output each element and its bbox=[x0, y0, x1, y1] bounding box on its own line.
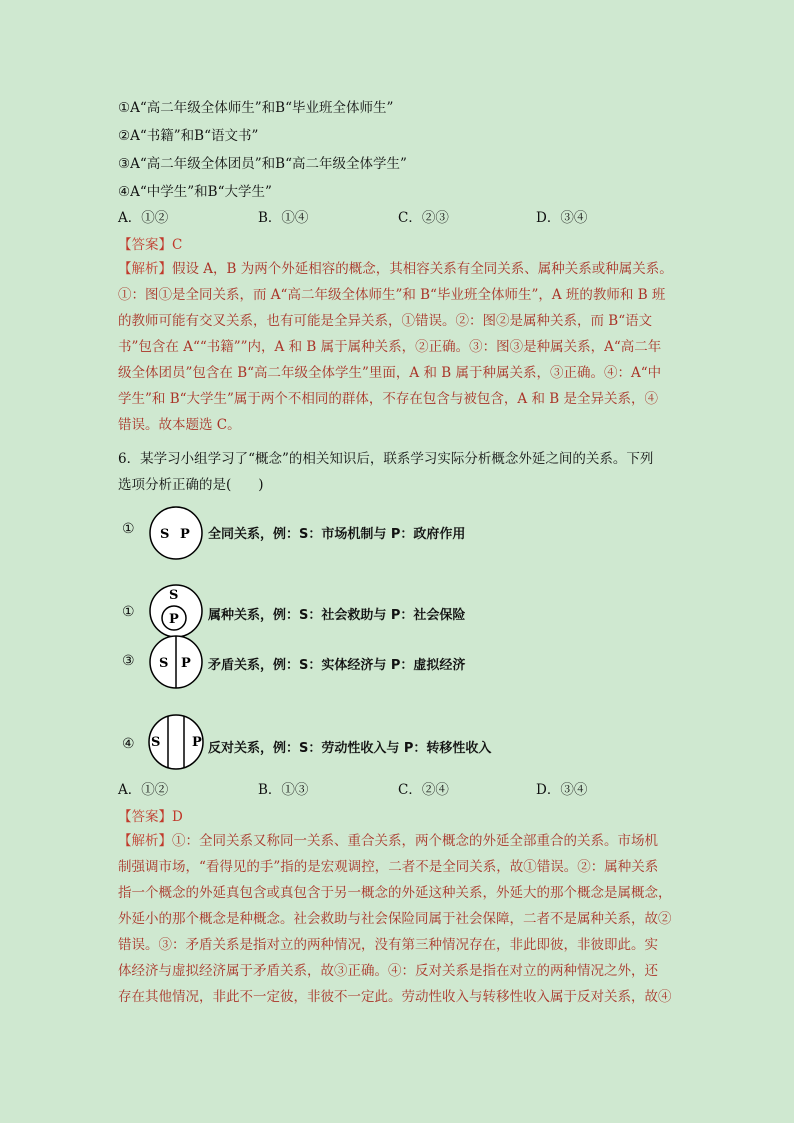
diagram-4-circle bbox=[148, 712, 204, 772]
q6-option-c: C．②④ bbox=[398, 782, 449, 798]
q6-stem-line: 选项分析正确的是( ) bbox=[118, 477, 264, 493]
q6-analysis-line: 外延小的那个概念是种概念。社会救助与社会保险同属于社会保障，二者不是属种关系，故② bbox=[118, 911, 672, 927]
q6-analysis-line: ①：全同关系又称同一关系、重合关系，两个概念的外延全部重合的关系。市场机 bbox=[172, 833, 658, 849]
q5-answer: 【答案】C bbox=[118, 237, 183, 253]
q6-option-a: A．①② bbox=[118, 782, 169, 798]
q5-option-c: C．②③ bbox=[398, 210, 449, 226]
q5-analysis bbox=[118, 256, 678, 438]
diagram-2-label: 属种关系，例：S：社会救助与 P：社会保险 bbox=[208, 608, 466, 623]
diagram-4-p: P bbox=[192, 735, 202, 750]
q5-item-2: ②A“书籍”和B“语文书” bbox=[118, 128, 259, 144]
q5-analysis-line: 书”包含在 A““书籍””内，A 和 B 属于属种关系，②正确。③：图③是种属关系，A“高二年 bbox=[118, 339, 662, 355]
diagram-3-number: ③ bbox=[122, 653, 135, 669]
q5-option-b: B．①④ bbox=[258, 210, 309, 226]
q6-answer: 【答案】D bbox=[118, 809, 183, 825]
diagram-2-number: ① bbox=[122, 604, 135, 620]
q6-analysis-line: 制强调市场，“看得见的手”指的是宏观调控，二者不是全同关系，故①错误。②：属种关系 bbox=[118, 859, 659, 875]
diagram-2-p: P bbox=[169, 612, 179, 627]
q6-stem bbox=[118, 446, 678, 498]
q5-analysis-line: 级全体团员”包含在 B“高二年级全体学生”里面，A 和 B 属于种属关系，③正确。④：A“中 bbox=[118, 365, 662, 381]
q5-option-d: D．③④ bbox=[536, 210, 588, 226]
q6-analysis bbox=[118, 828, 678, 1010]
diagram-1-p: P bbox=[180, 527, 190, 542]
diagram-3-circle bbox=[148, 634, 204, 690]
diagram-4-number: ④ bbox=[122, 736, 135, 752]
q5-analysis-line: 错误。故本题选 C。 bbox=[118, 417, 241, 433]
q5-option-a: A．①② bbox=[118, 210, 169, 226]
q6-option-b: B．①③ bbox=[258, 782, 309, 798]
diagram-3-label: 矛盾关系，例：S：实体经济与 P：虚拟经济 bbox=[208, 658, 466, 673]
q5-analysis-tag: 【解析】 bbox=[118, 261, 172, 277]
q6-analysis-tag: 【解析】 bbox=[118, 833, 172, 849]
q6-analysis-line: 体经济与虚拟经济属于矛盾关系，故③正确。④：反对关系是指在对立的两种情况之外，还 bbox=[118, 963, 658, 979]
q5-item-3: ③A“高二年级全体团员”和B“高二年级全体学生” bbox=[118, 156, 407, 172]
q6-analysis-line: 指一个概念的外延真包含或真包含于另一概念的外延这种关系，外延大的那个概念是属概念， bbox=[118, 885, 672, 901]
q6-option-d: D．③④ bbox=[536, 782, 588, 798]
diagram-1-circle bbox=[148, 505, 204, 561]
diagram-3-s: S bbox=[159, 656, 169, 671]
diagram-1-s: S bbox=[160, 527, 170, 542]
q6-analysis-line: 错误。③：矛盾关系是指对立的两种情况，没有第三种情况存在，非此即彼，非彼即此。实 bbox=[118, 937, 658, 953]
q5-analysis-line: ①：图①是全同关系，而 A“高二年级全体师生”和 B“毕业班全体师生”，A 班的教师和 B 班 bbox=[118, 287, 666, 303]
diagram-4-s: S bbox=[151, 735, 161, 750]
q5-item-4: ④A“中学生”和B“大学生” bbox=[118, 184, 272, 200]
diagram-2-circle bbox=[148, 583, 204, 639]
diagram-4-label: 反对关系，例：S：劳动性收入与 P：转移性收入 bbox=[208, 741, 492, 756]
q5-analysis-line: 的教师可能有交叉关系，也有可能是全异关系，①错误。②：图②是属种关系，而 B“语文 bbox=[118, 313, 653, 329]
diagram-1-label: 全同关系，例：S：市场机制与 P：政府作用 bbox=[208, 527, 466, 542]
diagram-2-s: S bbox=[169, 588, 179, 603]
q5-analysis-line: 学生”和 B“大学生”属于两个不相同的群体，不存在包含与被包含，A 和 B 是全异关系，④ bbox=[118, 391, 658, 407]
q5-analysis-line: 假设 A，B 为两个外延相容的概念，其相容关系有全同关系、属种关系或种属关系。 bbox=[172, 261, 673, 277]
q6-stem-line: 6．某学习小组学习了“概念”的相关知识后，联系学习实际分析概念外延之间的关系。下列 bbox=[118, 451, 654, 467]
q6-analysis-line: 存在其他情况，非此不一定彼，非彼不一定此。劳动性收入与转移性收入属于反对关系，故④ bbox=[118, 989, 672, 1005]
q5-item-1: ①A“高二年级全体师生”和B“毕业班全体师生” bbox=[118, 100, 394, 116]
diagram-1-number: ① bbox=[122, 521, 135, 537]
diagram-3-p: P bbox=[181, 656, 191, 671]
